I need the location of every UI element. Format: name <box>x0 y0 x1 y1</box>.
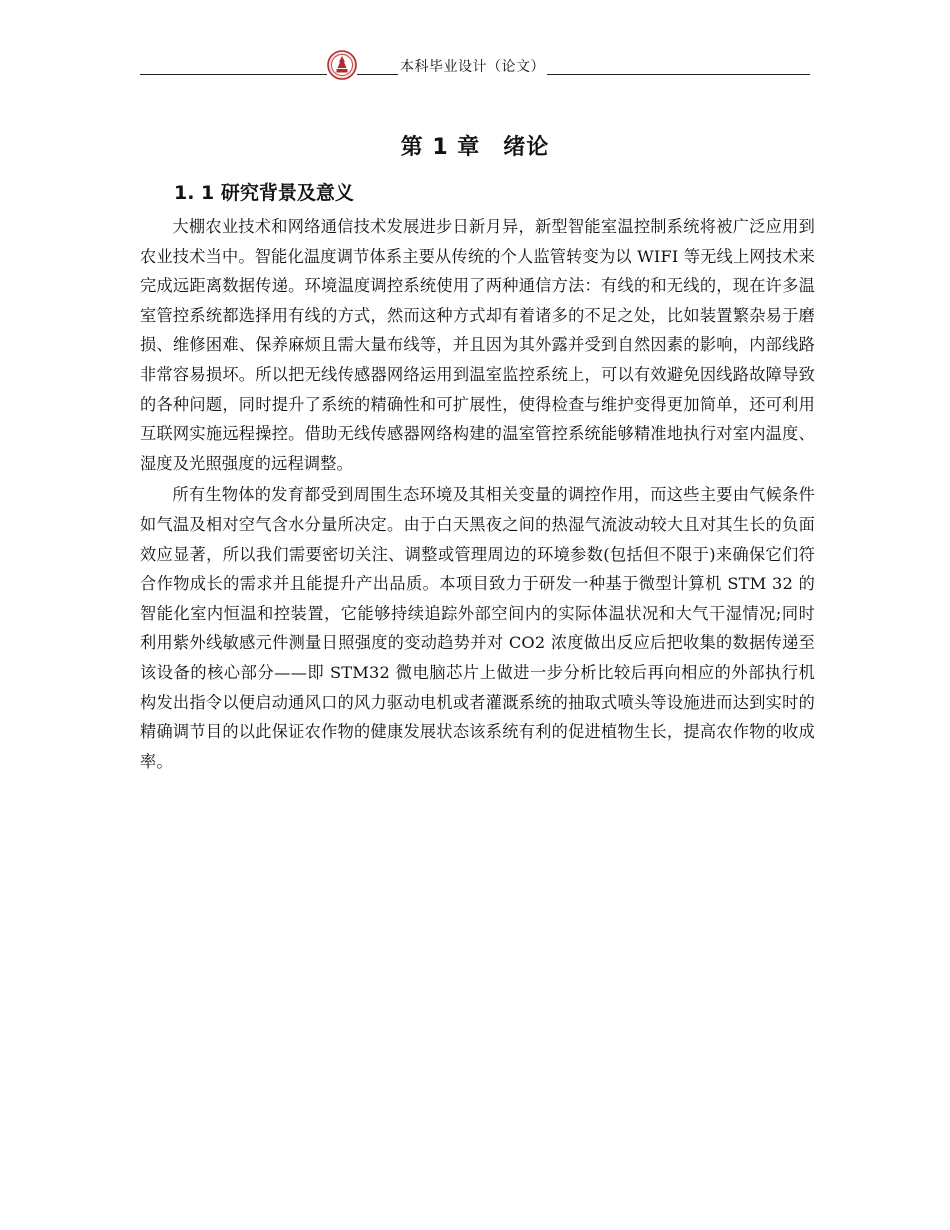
header-title: 本科毕业设计（论文） <box>398 56 547 76</box>
university-logo-icon <box>327 50 357 80</box>
paragraph-1: 大棚农业技术和网络通信技术发展进步日新月异，新型智能室温控制系统将被广泛应用到农业技术当中。智能化温度调节体系主要从传统的个人监管转变为以 WIFI 等无线上网技术来完成远距离数据传递。环境温度调控系统使用了两种通信方法：有线的和无线的，现在许多温室管控系统都选择用有线的方式，然而这种方式却有着诸多的不足之处，比如装置繁杂易于磨损、维修困难、保养麻烦且需大量布线等，并且因为其外露并受到自然因素的影响，内部线路非常容易损坏。所以把无线传感器网络运用到温室监控系统上，可以有效避免因线路故障导致的各种问题，同时提升了系统的精确性和可扩展性，使得检查与维护变得更加简单，还可利用互联网实施远程操控。借助无线传感器网络构建的温室管控系统能够精准地执行对室内温度、湿度及光照强度的远程调整。 <box>140 217 815 473</box>
chapter-title: 第 1 章 绪论 <box>400 135 550 160</box>
body-text <box>140 212 815 776</box>
page-header <box>140 48 810 80</box>
section-title: 1. 1 研究背景及意义 <box>174 182 354 204</box>
paragraph-2: 所有生物体的发育都受到周围生态环境及其相关变量的调控作用，而这些主要由气候条件如气温及相对空气含水分量所决定。由于白天黑夜之间的热湿气流波动较大且对其生长的负面效应显著，所以我们需要密切关注、调整或管理周边的环境参数(包括但不限于)来确保它们符合作物成长的需求并且能提升产出品质。本项目致力于研发一种基于微型计算机 STM 32 的智能化室内恒温和控装置，它能够持续追踪外部空间内的实际体温状况和大气干湿情况;同时利用紫外线敏感元件测量日照强度的变动趋势并对 CO2 浓度做出反应后把收集的数据传递至该设备的核心部分——即 STM32 微电脑芯片上做进一步分析比较后再向相应的外部执行机构发出指令以便启动通风口的风力驱动电机或者灌溉系统的抽取式喷头等设施进而达到实时的精确调节目的以此保证农作物的健康发展状态该系统有利的促进植物生长，提高农作物的收成率。 <box>140 485 815 771</box>
